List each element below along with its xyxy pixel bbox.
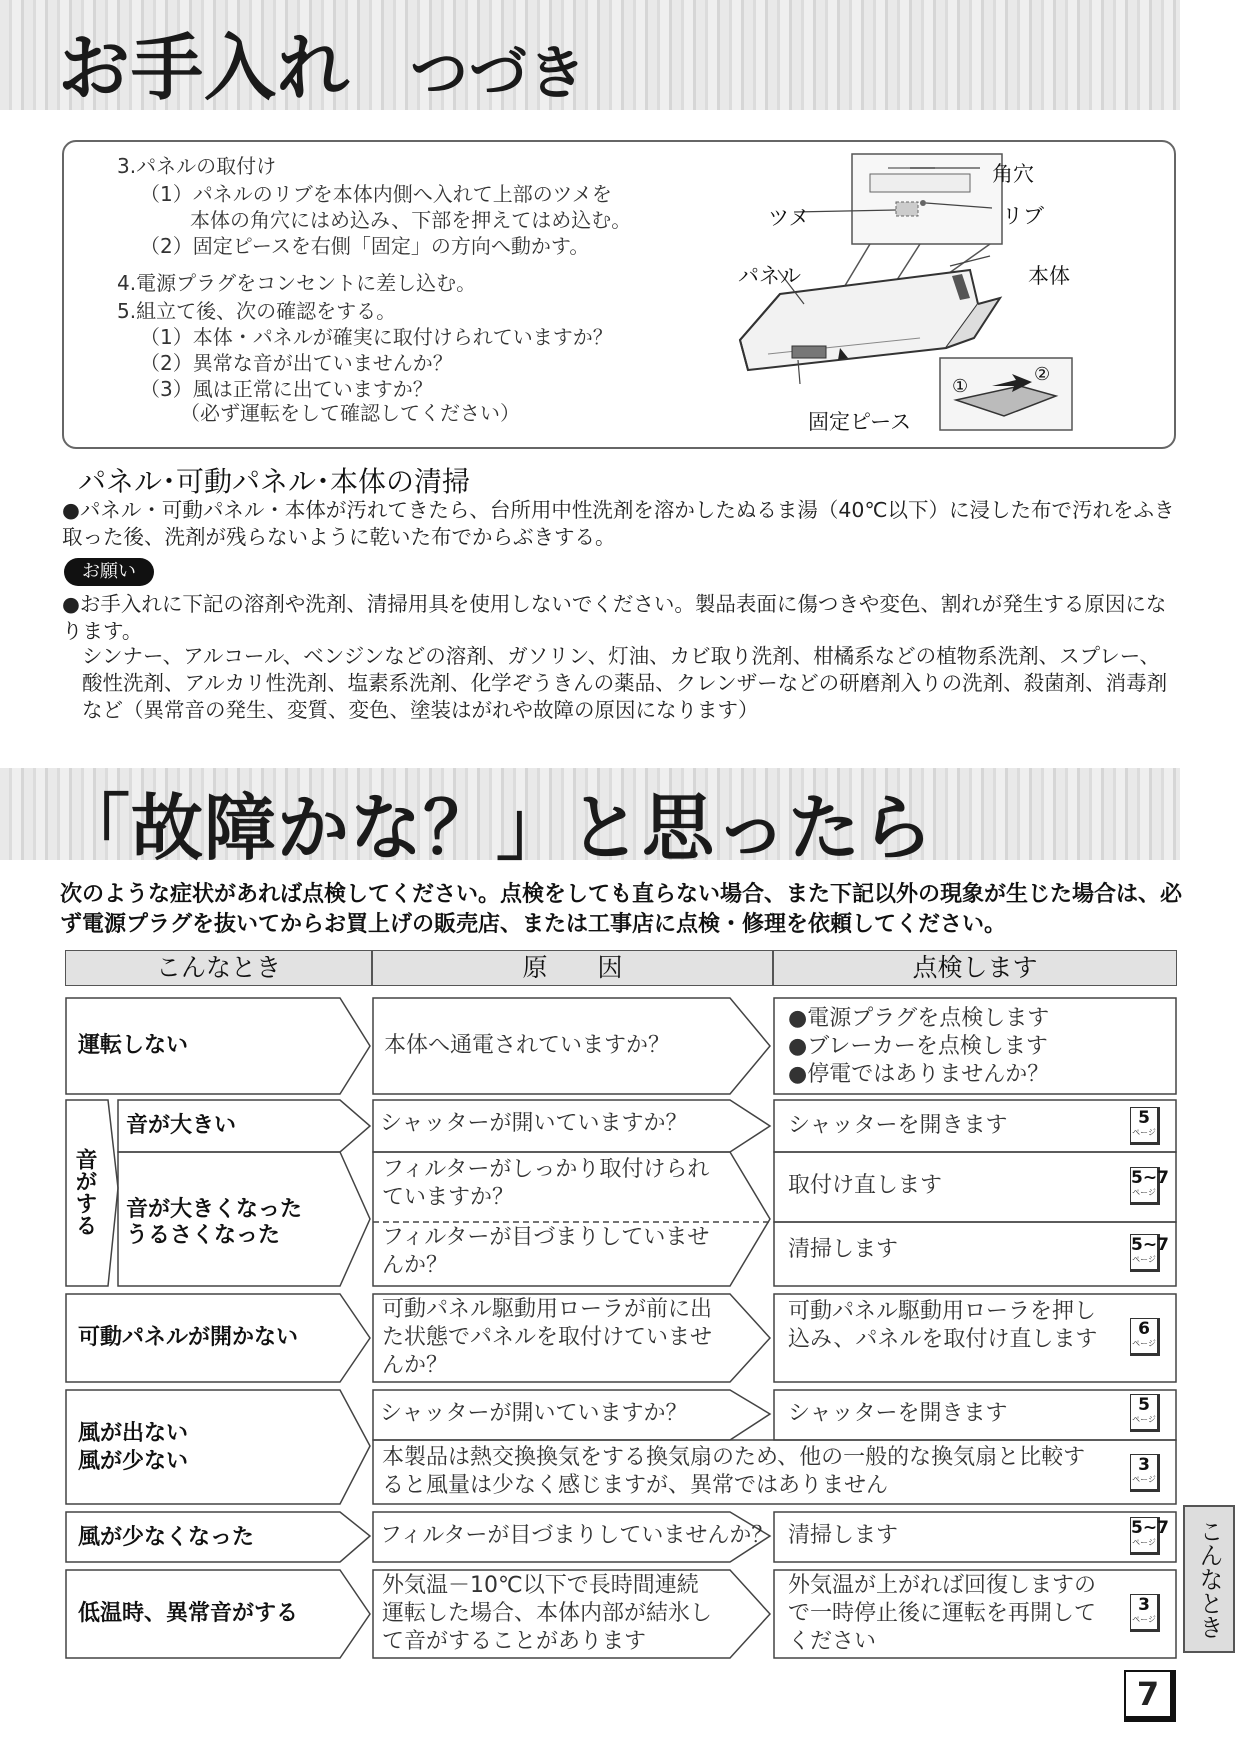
cause-filter-fit-1: フィルターがしっかり取付けられ — [382, 1157, 710, 1182]
check-clean-1: 清掃します — [788, 1237, 899, 1262]
cause-filter-fit-2: ていますか？ — [382, 1185, 515, 1210]
step2-marker: ② — [1034, 364, 1051, 385]
symptom-loud: 音が大きい — [126, 1113, 237, 1138]
step-5-2: （2）異常な音が出ていませんか？ — [140, 351, 453, 375]
check-restart-3: ください — [788, 1629, 877, 1654]
step-4: 4.電源プラグをコンセントに差し込む。 — [117, 271, 477, 295]
check-plug: ●電源プラグを点検します — [788, 1006, 1050, 1031]
step-3-1: （1）パネルのリブを本体内側へ入れて上部のツメを — [140, 182, 612, 206]
label-kotei-piece: 固定ピース — [808, 410, 912, 434]
label-kakuana: 角穴 — [992, 162, 1034, 186]
page-number: 7 — [1124, 1670, 1176, 1722]
title-main: お手入れ — [58, 26, 351, 110]
step-5-note: （必ず運転をして確認してください） — [180, 401, 520, 425]
step-3: 3.パネルの取付け — [117, 154, 277, 178]
cause-shutter-1: シャッターが開いていますか？ — [380, 1111, 688, 1136]
label-panel: パネル — [738, 264, 801, 288]
cause-shutter-2: シャッターが開いていますか？ — [380, 1401, 688, 1426]
label-ribu: リブ — [1002, 204, 1044, 228]
symptom-noisier: うるさくなった — [126, 1223, 281, 1248]
check-roller-2: 込み、パネルを取付け直します — [788, 1327, 1098, 1352]
step-5: 5.組立て後、次の確認をする。 — [117, 299, 397, 323]
check-breaker: ●ブレーカーを点検します — [788, 1034, 1048, 1059]
symptom-louder: 音が大きくなった — [126, 1197, 303, 1222]
cause-filter-clog-3: フィルターが目づまりしていませんか？ — [380, 1523, 774, 1548]
step-3-1-cont: 本体の角穴にはめ込み、下部を押えてはめ込む。 — [190, 208, 632, 232]
cause-filter-clog-1: フィルターが目づまりしていませ — [382, 1225, 710, 1250]
cause-freeze-2: 運転した場合、本体内部が結氷し — [382, 1601, 713, 1626]
page-ref: 5 ページ — [1130, 1394, 1160, 1432]
step-5-1: （1）本体・パネルが確実に取付けられていますか？ — [140, 325, 613, 349]
step-5-3: （3）風は正常に出ていますか？ — [140, 377, 433, 401]
symptom-cold-noise: 低温時、異常音がする — [78, 1601, 299, 1626]
group-noise-label: 音がする — [72, 1148, 97, 1236]
page-ref: 5~7 ページ — [1130, 1234, 1160, 1272]
check-restart-1: 外気温が上がれば回復しますの — [788, 1573, 1097, 1598]
col-header-check: 点検します — [773, 950, 1177, 986]
cause-power: 本体へ通電されていますか？ — [384, 1033, 671, 1058]
label-hontai: 本体 — [1028, 264, 1070, 288]
page-ref: 3 ページ — [1130, 1454, 1160, 1492]
cleaning-text: ●パネル・可動パネル・本体が汚れてきたら、台所用中性洗剤を溶かしたぬるま湯（40℃以下）に浸した布で汚れをふき取った後、洗剤が残らないように乾いた布でからぶきする。 — [62, 498, 1175, 549]
symptom-little-air: 風が少ない — [78, 1449, 189, 1474]
col-header-cause: 原 因 — [372, 950, 773, 986]
cleaning-title: パネル･可動パネル･本体の清掃 — [78, 465, 471, 498]
check-refit: 取付け直します — [788, 1173, 943, 1198]
title-sub: つづき — [410, 39, 588, 107]
page-ref: 5 ページ — [1130, 1107, 1160, 1145]
cause-freeze-3: て音がすることがあります — [382, 1629, 647, 1654]
check-clean-2: 清掃します — [788, 1523, 899, 1548]
label-tsume: ツメ — [768, 206, 810, 230]
check-shutter-1: シャッターを開きます — [788, 1113, 1008, 1138]
troubleshoot-intro: 次のような症状があれば点検してください。点検をしても直らない場合、また下記以外の現象が生じた場合は、必ず電源プラグを抜いてからお買上げの販売店、または工事店に点検・修理を依頼してください。 — [60, 882, 1183, 937]
col-header-symptom: こんなとき — [65, 950, 372, 986]
symptom-panel-wont-open: 可動パネルが開かない — [78, 1325, 299, 1350]
check-shutter-2: シャッターを開きます — [788, 1401, 1008, 1426]
step1-marker: ① — [952, 376, 969, 397]
solvents-text: シンナー、アルコール、ベンジンなどの溶剤、ガソリン、灯油、カビ取り洗剤、柑橘系などの植物系洗剤、スプレー、酸性洗剤、アルカリ性洗剤、塩素系洗剤、化学ぞうきんの薬品、クレンザーなどの研磨剤入りの洗剤、殺菌剤、消毒剤など（異常音の発生、変質、変色、塗装はがれや故障の原因になります） — [82, 644, 1168, 722]
note-airflow-2: ると風量は少なく感じますが、異常ではありません — [382, 1473, 889, 1498]
cause-roller-3: んか？ — [382, 1353, 449, 1378]
symptom-less-air: 風が少なくなった — [78, 1525, 255, 1550]
page-ref: 3 ページ — [1130, 1594, 1160, 1632]
symptom-no-operation: 運転しない — [78, 1033, 189, 1058]
check-outage: ●停電ではありませんか？ — [788, 1062, 1050, 1087]
page-ref: 5~7 ページ — [1130, 1167, 1160, 1205]
step-3-2: （2）固定ピースを右側「固定」の方向へ動かす。 — [140, 234, 590, 258]
cause-filter-clog-2: んか？ — [382, 1253, 449, 1278]
side-index-tab[interactable]: こんなとき — [1183, 1505, 1235, 1653]
note-airflow-1: 本製品は熱交換換気をする換気扇のため、他の一般的な換気扇と比較す — [382, 1445, 1086, 1470]
page-ref: 5~7 ページ — [1130, 1517, 1160, 1555]
troubleshoot-title: 「故障かな？」と思ったら — [58, 786, 935, 870]
cause-freeze-1: 外気温－10℃以下で長時間連続 — [382, 1573, 699, 1598]
onegai-text: ●お手入れに下記の溶剤や洗剤、清掃用具を使用しないでください。製品表面に傷つきや変色、割れが発生する原因になります。 — [62, 592, 1167, 643]
page-ref: 6 ページ — [1130, 1318, 1160, 1356]
check-roller-1: 可動パネル駆動用ローラを押し — [788, 1299, 1097, 1324]
check-restart-2: で一時停止後に運転を再開して — [788, 1601, 1097, 1626]
cause-roller-1: 可動パネル駆動用ローラが前に出 — [382, 1297, 713, 1322]
onegai-badge: お願い — [64, 558, 154, 586]
symptom-no-air: 風が出ない — [78, 1421, 189, 1446]
cause-roller-2: た状態でパネルを取付けていませ — [382, 1325, 713, 1350]
